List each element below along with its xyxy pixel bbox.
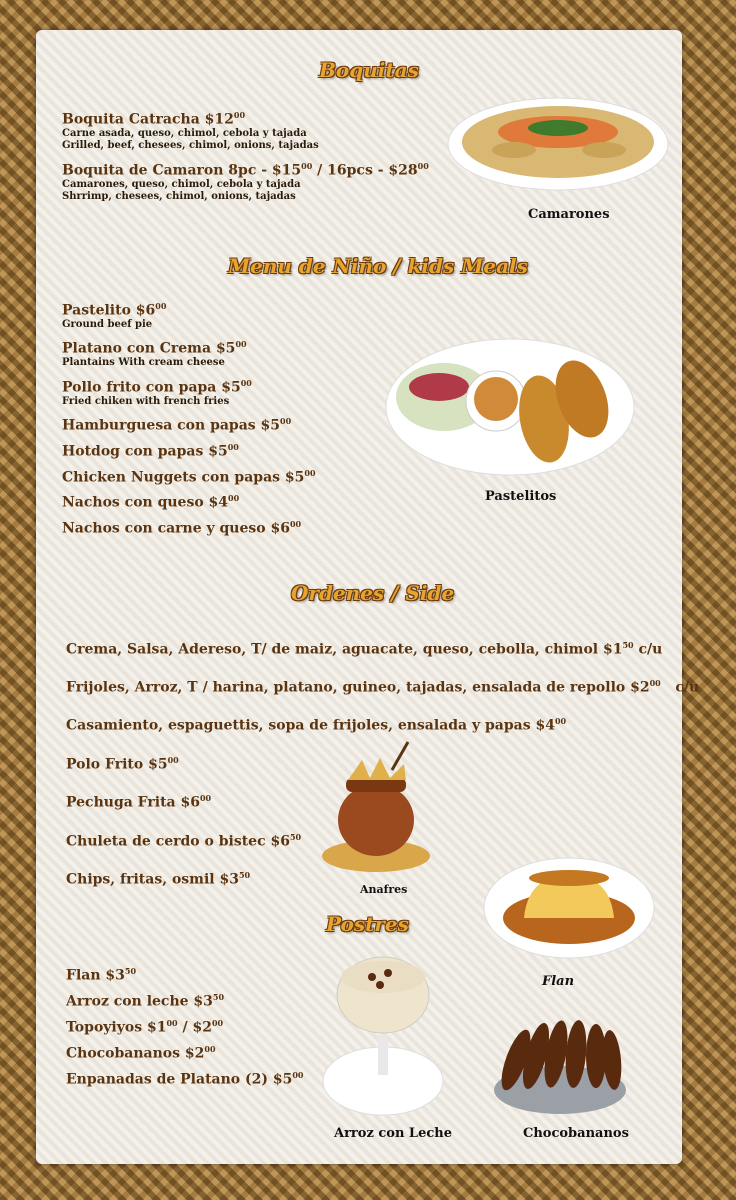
arroz-con-leche-photo bbox=[320, 955, 446, 1117]
menu-item-chicken-nuggets: Chicken Nuggets con papas $\$5^{00}$ bbox=[62, 468, 316, 486]
caption-pastelitos: Pastelitos bbox=[485, 489, 557, 504]
side-item-polo-frito: Polo Frito $\$5^{00}$ bbox=[66, 755, 179, 773]
caption-flan: Flan bbox=[542, 974, 575, 989]
menu-item-boquita-camaron: Boquita de Camaron $8pc - \$15^{00} / 16pcs$ - $\$28^{00}$ Camarones, queso, chimol, cebola y tajada Shrrimp, chesees, chimol, onions, tajadas bbox=[62, 161, 429, 202]
side-item-pechuga: Pechuga Frita $\$6^{00}$ bbox=[66, 793, 212, 811]
caption-arroz-con-leche: Arroz con Leche bbox=[334, 1126, 452, 1141]
pastelitos-photo bbox=[384, 335, 636, 480]
chocobananos-photo bbox=[488, 1010, 632, 1116]
menu-item-nachos-queso: Nachos con queso $\$4^{00}$ bbox=[62, 493, 240, 511]
caption-camarones: Camarones bbox=[528, 207, 610, 222]
side-item-casamiento: Casamiento, espaguettis, sopa de frijoles, ensalada y papas $\$4^{00}$ bbox=[66, 716, 567, 734]
menu-item-nachos-carne: Nachos con carne y queso $\$6^{00}$ bbox=[62, 519, 302, 537]
heading-kids-meals: Menu de Niño / kids Meals bbox=[228, 254, 528, 278]
flan-photo bbox=[482, 856, 656, 960]
heading-ordenes: Ordenes / Side bbox=[291, 581, 455, 605]
dessert-item-arroz-leche: Arroz con leche $\$3^{50}$ bbox=[66, 992, 225, 1010]
side-item-frijoles: Frijoles, Arroz, T / harina, platano, guineo, tajadas, ensalada de repollo $\$2^{00}$ c/u bbox=[66, 678, 700, 696]
menu-item-pollo-frito: Pollo frito con papa $\$5^{00}$ Fried chiken with french fries bbox=[62, 378, 252, 407]
heading-postres: Postres bbox=[326, 912, 409, 936]
menu-item-boquita-catracha: Boquita Catracha $\$12^{00}$ Carne asada, queso, chimol, cebola y tajada Grilled, beef, chesees, chimol, onions, tajadas bbox=[62, 110, 319, 151]
caption-chocobananos: Chocobananos bbox=[523, 1126, 629, 1141]
camarones-photo bbox=[444, 92, 672, 202]
dessert-item-flan: Flan $\$3^{50}$ bbox=[66, 966, 137, 984]
side-item-chuleta: Chuleta de cerdo o bistec $\$6^{50}$ bbox=[66, 832, 302, 850]
dessert-item-enpanadas: Enpanadas de Platano (2) $\$5^{00}$ bbox=[66, 1070, 304, 1088]
menu-item-platano-crema: Platano con Crema $\$5^{00}$ Plantains With cream cheese bbox=[62, 339, 247, 368]
menu-item-hamburguesa: Hamburguesa con papas $\$5^{00}$ bbox=[62, 416, 292, 434]
heading-boquitas: Boquitas bbox=[319, 58, 419, 82]
side-item-crema: Crema, Salsa, Adereso, T/ de maiz, aguacate, queso, cebolla, chimol $\$1^{50}$ c/u bbox=[66, 640, 663, 658]
dessert-item-chocobananos: Chocobananos $\$2^{00}$ bbox=[66, 1044, 216, 1062]
side-item-chips: Chips, fritas, osmil $\$3^{50}$ bbox=[66, 870, 251, 888]
anafres-photo bbox=[318, 740, 434, 880]
caption-anafres: Anafres bbox=[360, 883, 408, 896]
menu-item-pastelito: Pastelito $\$6^{00}$ Ground beef pie bbox=[62, 301, 167, 330]
menu-item-hotdog: Hotdog con papas $\$5^{00}$ bbox=[62, 442, 239, 460]
dessert-item-topoyiyos: Topoyiyos $\$1^{00}$ / $\$2^{00}$ bbox=[66, 1018, 224, 1036]
